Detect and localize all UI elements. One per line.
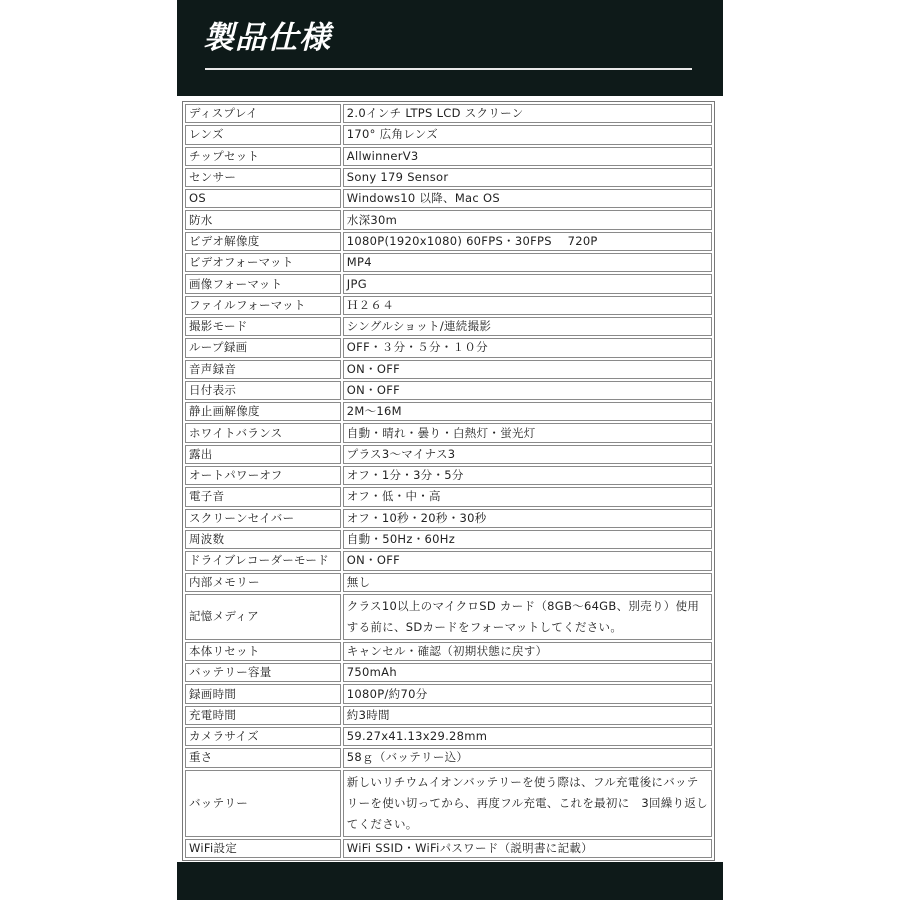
- title-underline: [205, 68, 692, 70]
- spec-table-body: [185, 104, 712, 858]
- page-title: 製品仕様: [203, 20, 331, 56]
- spec-value: キャンセル・確認（初期状態に戻す）: [343, 642, 712, 661]
- spec-label: WiFi設定: [185, 839, 341, 858]
- spec-value: 170° 広角レンズ: [343, 125, 712, 144]
- spec-label: 内部メモリー: [185, 573, 341, 592]
- spec-label: センサー: [185, 168, 341, 187]
- spec-value: プラス3〜マイナス3: [343, 445, 712, 464]
- spec-value: オフ・10秒・20秒・30秒: [343, 509, 712, 528]
- spec-page: [177, 0, 723, 900]
- spec-label: OS: [185, 189, 341, 208]
- spec-value: 2M〜16M: [343, 402, 712, 421]
- table-row: [185, 210, 712, 229]
- table-row: [185, 296, 712, 315]
- table-row: [185, 684, 712, 703]
- table-row: [185, 381, 712, 400]
- spec-value: 水深30m: [343, 210, 712, 229]
- table-row: [185, 232, 712, 251]
- spec-value: Ｈ２６４: [343, 296, 712, 315]
- spec-value: 1080P/約70分: [343, 684, 712, 703]
- spec-table-container: [177, 96, 723, 862]
- table-row: [185, 594, 712, 640]
- spec-value: オフ・1分・3分・5分: [343, 466, 712, 485]
- spec-label: ビデオフォーマット: [185, 253, 341, 272]
- spec-value: ON・OFF: [343, 381, 712, 400]
- spec-value: 58ｇ（バッテリー込）: [343, 748, 712, 767]
- spec-value: AllwinnerV3: [343, 147, 712, 166]
- spec-value: Windows10 以降、Mac OS: [343, 189, 712, 208]
- spec-value: MP4: [343, 253, 712, 272]
- spec-label: 露出: [185, 445, 341, 464]
- table-row: [185, 706, 712, 725]
- table-row: [185, 445, 712, 464]
- spec-value: 自動・晴れ・曇り・白熱灯・蛍光灯: [343, 423, 712, 442]
- table-row: [185, 147, 712, 166]
- table-row: [185, 189, 712, 208]
- table-row: [185, 509, 712, 528]
- table-row: [185, 466, 712, 485]
- spec-value: OFF・３分・５分・１０分: [343, 338, 712, 357]
- spec-label: チップセット: [185, 147, 341, 166]
- spec-label: バッテリー: [185, 770, 341, 837]
- spec-label: 本体リセット: [185, 642, 341, 661]
- spec-label: 画像フォーマット: [185, 274, 341, 293]
- spec-label: カメラサイズ: [185, 727, 341, 746]
- spec-value: 2.0インチ LTPS LCD スクリーン: [343, 104, 712, 123]
- spec-value: シングルショット/連続撮影: [343, 317, 712, 336]
- spec-value: 1080P(1920x1080) 60FPS・30FPS 720P: [343, 232, 712, 251]
- table-row: [185, 487, 712, 506]
- table-row: [185, 748, 712, 767]
- spec-label: ファイルフォーマット: [185, 296, 341, 315]
- spec-value: 自動・50Hz・60Hz: [343, 530, 712, 549]
- spec-label: ループ録画: [185, 338, 341, 357]
- spec-label: 周波数: [185, 530, 341, 549]
- spec-value: ON・OFF: [343, 360, 712, 379]
- spec-label: 撮影モード: [185, 317, 341, 336]
- spec-value: クラス10以上のマイクロSD カード（8GB〜64GB、別売り）使用する前に、SDカードをフォーマットしてください。: [343, 594, 712, 640]
- spec-value: 約3時間: [343, 706, 712, 725]
- table-row: [185, 360, 712, 379]
- spec-label: ビデオ解像度: [185, 232, 341, 251]
- table-row: [185, 125, 712, 144]
- table-row: [185, 551, 712, 570]
- spec-value: 新しいリチウムイオンバッテリーを使う際は、フル充電後にバッテリーを使い切ってから、再度フル充電、これを最初に 3回繰り返してください。: [343, 770, 712, 837]
- table-row: [185, 423, 712, 442]
- spec-label: スクリーンセイバー: [185, 509, 341, 528]
- spec-value: 750mAh: [343, 663, 712, 682]
- table-row: [185, 402, 712, 421]
- spec-value: JPG: [343, 274, 712, 293]
- spec-label: 記憶メディア: [185, 594, 341, 640]
- table-row: [185, 317, 712, 336]
- spec-value: 無し: [343, 573, 712, 592]
- spec-label: ディスプレイ: [185, 104, 341, 123]
- spec-label: 録画時間: [185, 684, 341, 703]
- table-row: [185, 663, 712, 682]
- spec-value: オフ・低・中・高: [343, 487, 712, 506]
- spec-label: 音声録音: [185, 360, 341, 379]
- spec-label: レンズ: [185, 125, 341, 144]
- spec-value: ON・OFF: [343, 551, 712, 570]
- table-row: [185, 274, 712, 293]
- spec-label: バッテリー容量: [185, 663, 341, 682]
- spec-label: オートパワーオフ: [185, 466, 341, 485]
- spec-label: 重さ: [185, 748, 341, 767]
- spec-label: 日付表示: [185, 381, 341, 400]
- table-row: [185, 530, 712, 549]
- table-row: [185, 839, 712, 858]
- table-row: [185, 770, 712, 837]
- table-row: [185, 642, 712, 661]
- spec-value: WiFi SSID・WiFiパスワード（説明書に記載）: [343, 839, 712, 858]
- table-row: [185, 104, 712, 123]
- spec-value: 59.27x41.13x29.28mm: [343, 727, 712, 746]
- spec-table: [182, 101, 715, 861]
- table-row: [185, 168, 712, 187]
- table-row: [185, 338, 712, 357]
- spec-label: ドライブレコーダーモード: [185, 551, 341, 570]
- spec-label: 静止画解像度: [185, 402, 341, 421]
- spec-value: Sony 179 Sensor: [343, 168, 712, 187]
- table-row: [185, 253, 712, 272]
- table-row: [185, 727, 712, 746]
- spec-label: 防水: [185, 210, 341, 229]
- spec-label: 充電時間: [185, 706, 341, 725]
- spec-label: 電子音: [185, 487, 341, 506]
- spec-label: ホワイトバランス: [185, 423, 341, 442]
- table-row: [185, 573, 712, 592]
